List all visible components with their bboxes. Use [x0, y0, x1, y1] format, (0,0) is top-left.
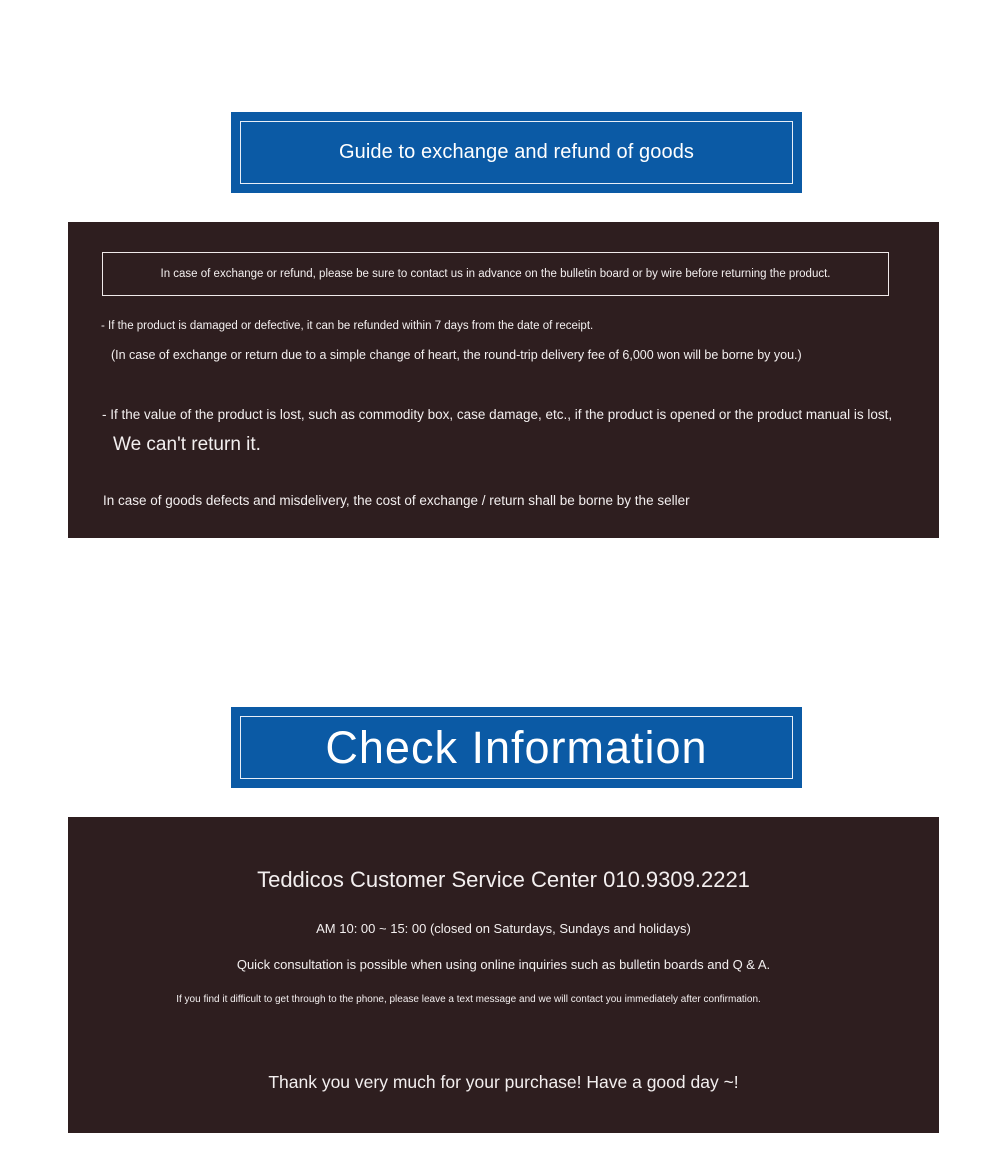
cannot-return-line: We can't return it.	[113, 434, 261, 455]
thank-you-message: Thank you very much for your purchase! Have a good day ~!	[268, 1072, 739, 1092]
exchange-guide-title: Guide to exchange and refund of goods	[338, 141, 695, 163]
value-lost-line: - If the value of the product is lost, such as commodity box, case damage, etc., if the product is opened or the product manual is lost,	[102, 407, 893, 422]
exchange-guide-banner	[231, 112, 802, 193]
phone-note: If you find it difficult to get through to the phone, please leave a text message and we will contact you immediately after confirmation.	[176, 994, 761, 1005]
check-information-banner-frame	[240, 716, 793, 779]
advance-contact-notice	[102, 252, 889, 296]
service-hours: AM 10: 00 ~ 15: 00 (closed on Saturdays, Sundays and holidays)	[316, 921, 691, 936]
customer-service-panel	[68, 817, 939, 1133]
consultation-note: Quick consultation is possible when using online inquiries such as bulletin boards and Q & A.	[236, 957, 771, 972]
advance-contact-notice-text: In case of exchange or refund, please be sure to contact us in advance on the bulletin board or by wire before returning the product.	[160, 268, 831, 280]
exchange-guide-banner-frame	[240, 121, 793, 184]
check-information-title: Check Information	[325, 721, 708, 773]
change-of-heart-line: (In case of exchange or return due to a simple change of heart, the round-trip delivery fee of 6,000 won will be borne by you.)	[111, 348, 802, 362]
defects-cost-line: In case of goods defects and misdelivery, the cost of exchange / return shall be borne by the seller	[103, 493, 690, 508]
check-information-banner	[231, 707, 802, 788]
service-center-heading: Teddicos Customer Service Center 010.9309.2221	[257, 867, 750, 892]
exchange-policy-panel	[68, 222, 939, 538]
damaged-refund-line: - If the product is damaged or defective, it can be refunded within 7 days from the date of receipt.	[101, 320, 594, 332]
